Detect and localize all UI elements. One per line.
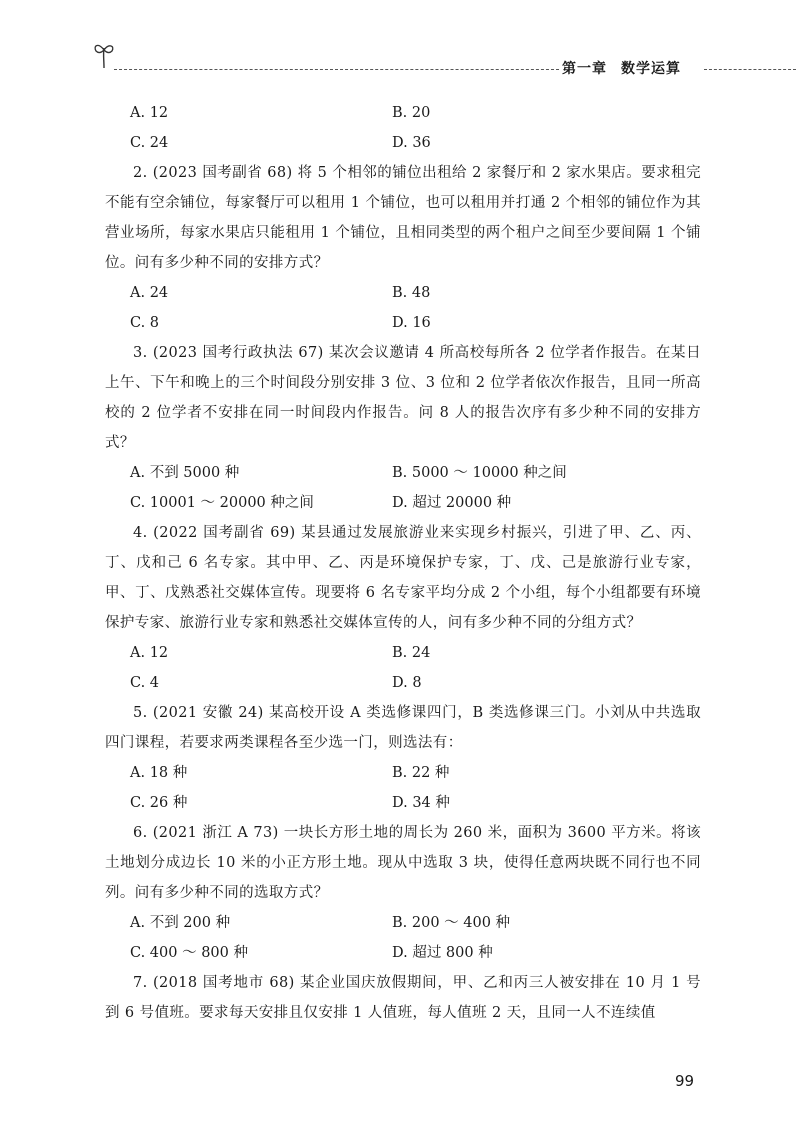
- options-row: [105, 638, 701, 668]
- answer-option: B. 5000 ～ 10000 种之间: [392, 465, 567, 481]
- answer-option: D. 8: [392, 675, 422, 691]
- answer-option: C. 10001 ～ 20000 种之间: [130, 495, 314, 511]
- answer-option: A. 12: [130, 105, 169, 121]
- answer-option: B. 48: [392, 285, 431, 301]
- answer-option: C. 4: [130, 675, 160, 691]
- answer-option: B. 22 种: [392, 765, 450, 781]
- answer-option: D. 16: [392, 315, 431, 331]
- chapter-number: 第一章: [562, 61, 607, 77]
- answer-option: D. 36: [392, 135, 431, 151]
- question-text: 4. (2022 国考副省 69) 某县通过发展旅游业来实现乡村振兴，引进了甲、乙、丙、丁、戊和己 6 名专家。其中甲、乙、丙是环境保护专家，丁、戊、己是旅游行业专家，甲、丁、戊熟悉社交媒体宣传。现要将 6 名专家平均分成 2 个小组，每个小组都要有环境保护专家、旅游行业专家和熟悉社交媒体宣传的人，问有多少种不同的分组方式？: [105, 525, 701, 631]
- running-header: [92, 38, 704, 78]
- answer-option: C. 8: [130, 315, 160, 331]
- answer-option: A. 24: [130, 285, 169, 301]
- answer-option: C. 400 ～ 800 种: [130, 945, 248, 961]
- question-text: 5. (2021 安徽 24) 某高校开设 A 类选修课四门，B 类选修课三门。小刘从中共选取四门课程，若要求两类课程各至少选一门，则选法有：: [105, 705, 701, 751]
- question-text: 6. (2021 浙江 A 73) 一块长方形土地的周长为 260 米，面积为 3600 平方米。将该土地划分成边长 10 米的小正方形土地。现从中选取 3 块，使得任意两块既不同行也不同列。问有多少种不同的选取方式？: [105, 825, 701, 901]
- question-text: 7. (2018 国考地市 68) 某企业国庆放假期间，甲、乙和丙三人被安排在 10 月 1 号到 6 号值班。要求每天安排且仅安排 1 人值班，每人值班 2 天，且同一人不连续值: [105, 975, 701, 1021]
- answer-option: A. 12: [130, 645, 169, 661]
- options-row: [105, 488, 701, 518]
- answer-option: D. 超过 20000 种: [392, 495, 512, 511]
- answer-option: A. 18 种: [130, 765, 188, 781]
- header-rule: [114, 69, 559, 70]
- options-row: [105, 308, 701, 338]
- page-number: 99: [675, 1072, 695, 1090]
- options-row: [105, 908, 701, 938]
- answer-option: C. 24: [130, 135, 169, 151]
- options-row: [105, 758, 701, 788]
- answer-option: A. 不到 5000 种: [130, 465, 240, 481]
- answer-option: D. 超过 800 种: [392, 945, 493, 961]
- options-row: [105, 788, 701, 818]
- chapter-title: [562, 58, 681, 78]
- options-row: [105, 128, 701, 158]
- answer-option: C. 26 种: [130, 795, 188, 811]
- options-row: [105, 668, 701, 698]
- answer-option: D. 34 种: [392, 795, 450, 811]
- sprout-icon: [92, 40, 116, 70]
- options-row: [105, 278, 701, 308]
- answer-option: B. 20: [392, 105, 431, 121]
- question-text: 3. (2023 国考行政执法 67) 某次会议邀请 4 所高校每所各 2 位学者作报告。在某日上午、下午和晚上的三个时间段分别安排 3 位、3 位和 2 位学者依次作报告，且同一所高校的 2 位学者不安排在同一时间段内作报告。问 8 人的报告次序有多少种不同的安排方式？: [105, 345, 701, 451]
- chapter-name: 数学运算: [621, 61, 681, 77]
- exercise-list: [105, 98, 701, 1028]
- header-rule: [704, 69, 796, 70]
- options-row: [105, 458, 701, 488]
- options-row: [105, 98, 701, 128]
- answer-option: B. 24: [392, 645, 431, 661]
- answer-option: B. 200 ～ 400 种: [392, 915, 511, 931]
- answer-option: A. 不到 200 种: [130, 915, 231, 931]
- question-text: 2. (2023 国考副省 68) 将 5 个相邻的铺位出租给 2 家餐厅和 2 家水果店。要求租完不能有空余铺位，每家餐厅可以租用 1 个铺位，也可以租用并打通 2 个相邻的铺位作为其营业场所，每家水果店只能租用 1 个铺位，且相同类型的两个租户之间至少要间隔 1 个铺位。问有多少种不同的安排方式？: [105, 165, 701, 271]
- options-row: [105, 938, 701, 968]
